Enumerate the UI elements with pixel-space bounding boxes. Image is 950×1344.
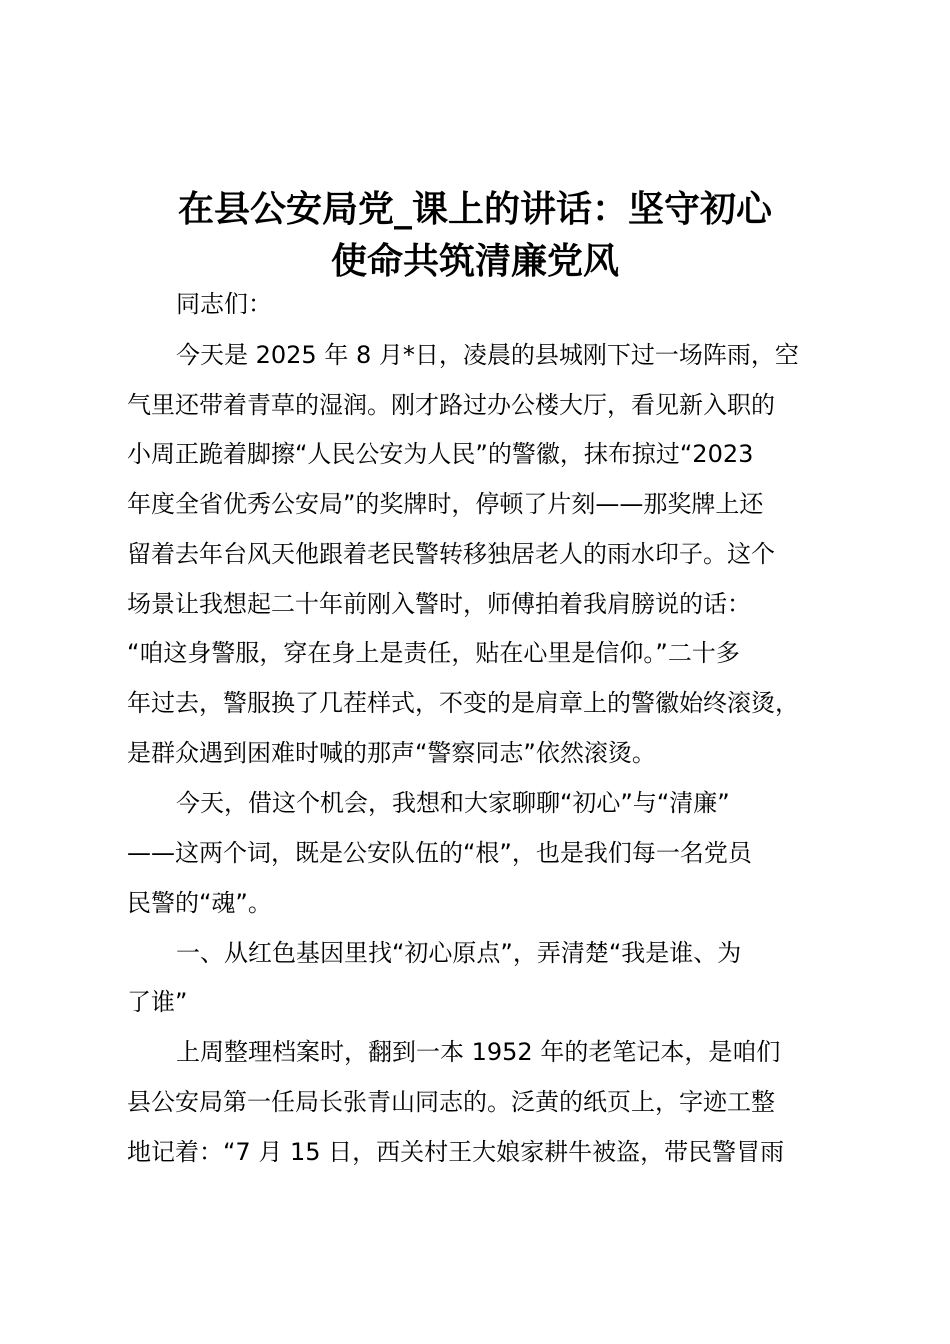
paragraph-2-line-3: 民警的“魂”。 — [127, 889, 272, 917]
document-title-line-2: 使命共筑清廉党风 — [330, 240, 619, 282]
paragraph-1-line-2: 气里还带着青草的湿润。刚才路过办公楼大厅，看见新入职的 — [127, 391, 775, 419]
paragraph-1-line-9: 是群众遇到困难时喊的那声“警察同志”依然滚烫。 — [127, 739, 656, 767]
paragraph-3-line-2: 县公安局第一任局长张青山同志的。泛黄的纸页上，字迹工整 — [127, 1088, 775, 1116]
paragraph-1-line-1: 今天是 2025 年 8 月*日，凌晨的县城刚下过一场阵雨，空 — [176, 341, 799, 369]
paragraph-3-line-1: 上周整理档案时，翻到一本 1952 年的老笔记本，是咱们 — [176, 1038, 781, 1066]
paragraph-1-line-8: 年过去，警服换了几茬样式，不变的是肩章上的警徽始终滚烫， — [127, 689, 799, 717]
section-heading-line-1: 一、从红色基因里找“初心原点”，弄清楚“我是谁、为 — [176, 939, 742, 967]
paragraph-3-line-3: 地记着：“7 月 15 日，西关村王大娘家耕牛被盗，带民警冒雨 — [127, 1138, 785, 1166]
paragraph-2-line-1: 今天，借这个机会，我想和大家聊聊“初心”与“清廉” — [176, 789, 730, 817]
paragraph-1-line-5: 留着去年台风天他跟着老民警转移独居老人的雨水印子。这个 — [127, 540, 775, 568]
paragraph-1-line-6: 场景让我想起二十年前刚入警时，师傅拍着我肩膀说的话： — [127, 590, 751, 618]
salutation: 同志们： — [176, 290, 272, 318]
section-heading-line-2: 了谁” — [127, 988, 188, 1016]
document-title-line-1: 在县公安局党_课上的讲话：坚守初心 — [177, 188, 772, 230]
paragraph-1-line-4: 年度全省优秀公安局”的奖牌时，停顿了片刻——那奖牌上还 — [127, 490, 764, 518]
paragraph-1-line-3: 小周正跪着脚擦“人民公安为人民”的警徽，抹布掠过“2023 — [127, 440, 754, 468]
paragraph-1-line-7: “咱这身警服，穿在身上是责任，贴在心里是信仰。”二十多 — [127, 639, 740, 667]
paragraph-2-line-2: ——这两个词，既是公安队伍的“根”，也是我们每一名党员 — [127, 839, 752, 867]
